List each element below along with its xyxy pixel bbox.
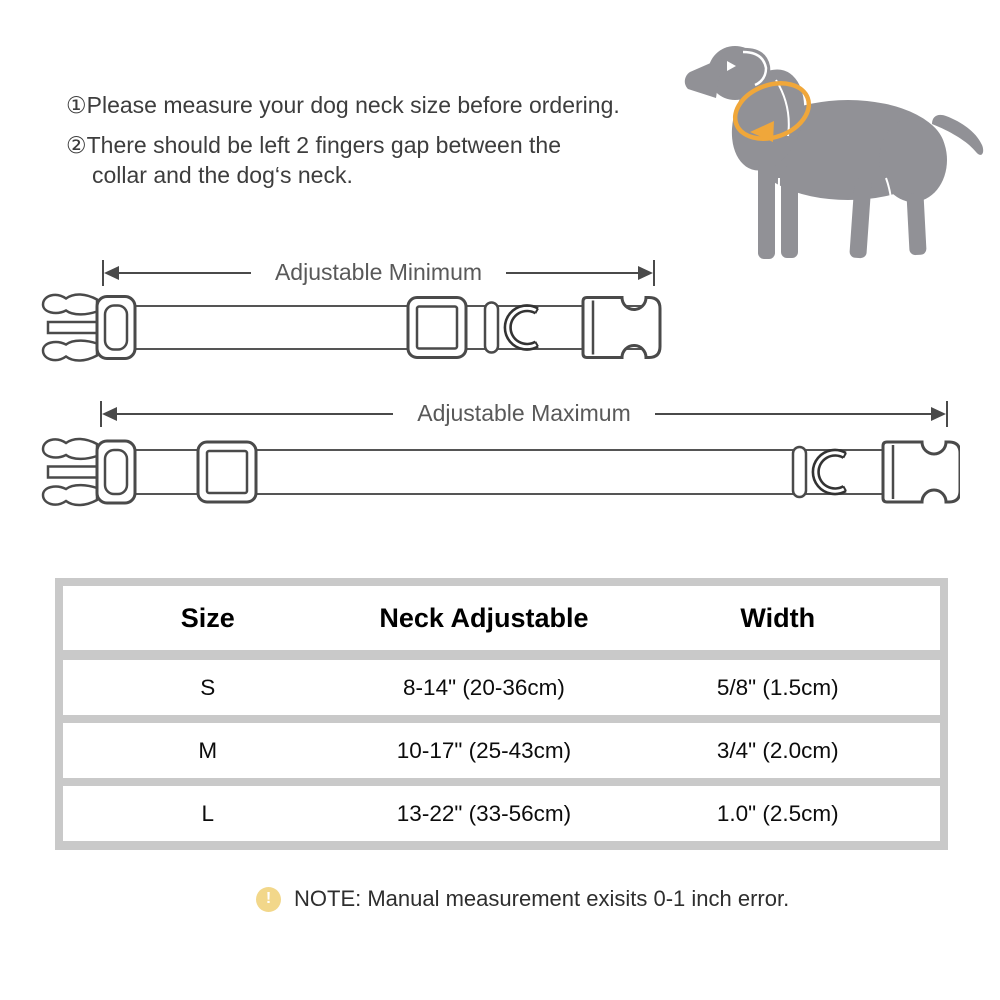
table-row-s bbox=[63, 660, 940, 715]
dimension-tick bbox=[653, 260, 655, 286]
cell-neck: 13-22" (33-56cm) bbox=[396, 800, 572, 826]
buckle-female-icon bbox=[583, 298, 660, 358]
size-table-header-row bbox=[63, 586, 940, 650]
keeper-loop-icon bbox=[793, 447, 806, 497]
buckle-male-icon bbox=[43, 439, 135, 505]
header-size: Size bbox=[180, 602, 235, 633]
header-neck-adjustable: Neck Adjustable bbox=[379, 602, 589, 633]
instruction-item-2-line-2: collar and the dog‘s neck. bbox=[92, 162, 353, 188]
cell-width: 3/4" (2.0cm) bbox=[716, 737, 839, 763]
collar-diagram-minimum bbox=[30, 290, 670, 380]
exclamation-icon: ! bbox=[256, 887, 281, 912]
tri-glide-slider-icon bbox=[408, 298, 466, 358]
arrow-right-icon bbox=[638, 266, 653, 280]
dimension-arrow-minimum bbox=[102, 259, 655, 287]
instruction-item-1: ①Please measure your dog neck size before ordering. bbox=[66, 92, 620, 118]
buckle-female-icon bbox=[883, 442, 960, 502]
note-text: NOTE: Manual measurement exisits 0-1 inch error. bbox=[294, 886, 790, 911]
cell-size: L bbox=[201, 800, 214, 826]
measuring-instructions bbox=[66, 90, 620, 190]
collar-diagram-maximum bbox=[30, 430, 960, 520]
instruction-item-2-line-1: ②There should be left 2 fingers gap between the bbox=[66, 132, 561, 158]
tri-glide-slider-icon bbox=[198, 442, 256, 502]
measurement-note bbox=[256, 886, 789, 912]
cell-size: M bbox=[198, 737, 218, 763]
cell-width: 5/8" (1.5cm) bbox=[716, 674, 839, 700]
table-row-l bbox=[63, 786, 940, 841]
cell-size: S bbox=[200, 674, 216, 700]
cell-width: 1.0" (2.5cm) bbox=[716, 800, 839, 826]
maximum-label: Adjustable Maximum bbox=[417, 399, 631, 426]
size-table bbox=[55, 578, 948, 850]
dimension-tick bbox=[946, 401, 948, 427]
dog-silhouette-icon bbox=[680, 28, 985, 263]
keeper-loop-icon bbox=[485, 303, 498, 353]
cell-neck: 10-17" (25-43cm) bbox=[396, 737, 572, 763]
arrow-right-icon bbox=[931, 407, 946, 421]
arrow-left-icon bbox=[102, 407, 117, 421]
cell-neck: 8-14" (20-36cm) bbox=[403, 674, 565, 700]
table-row-m bbox=[63, 723, 940, 778]
buckle-male-icon bbox=[43, 294, 135, 360]
dog-illustration bbox=[680, 28, 985, 263]
minimum-label: Adjustable Minimum bbox=[274, 258, 483, 285]
arrow-left-icon bbox=[104, 266, 119, 280]
dimension-arrow-maximum bbox=[100, 400, 948, 428]
header-width: Width bbox=[740, 602, 816, 633]
collar-strap bbox=[125, 306, 650, 349]
